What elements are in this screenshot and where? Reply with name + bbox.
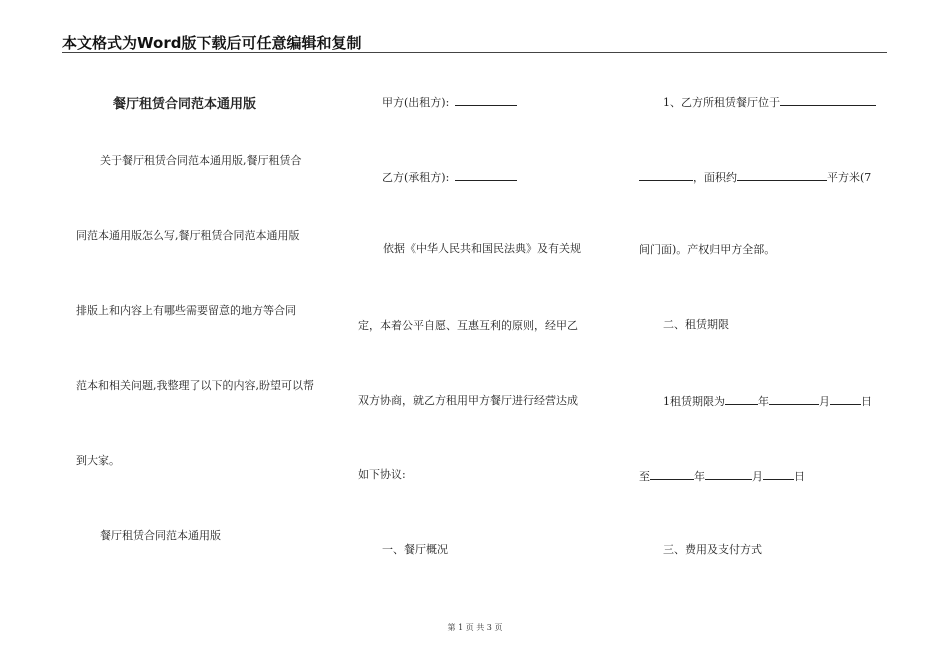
intro-line-5: 到大家。 [76,454,120,467]
document-title: 餐厅租赁合同范本通用版 [113,97,257,112]
term-day: 日 [861,395,872,408]
party-a-label: 甲方(出租方): [382,96,450,109]
section-2-heading: 二、租赁期限 [663,318,729,331]
term-end-line [639,468,805,484]
preamble-line-1: 依据《中华人民共和国民法典》及有关规 [383,242,581,255]
party-a-blank [455,94,517,106]
area-unit: 平方米(7 [827,171,872,184]
term-year: 年 [758,395,769,408]
area-blank [737,169,827,181]
term-month-blank [769,393,819,405]
subtitle: 餐厅租赁合同范本通用版 [100,529,221,542]
party-b-blank [455,169,517,181]
header-rule [62,52,887,53]
end-day-blank [763,468,794,480]
party-b-label: 乙方(承租方): [382,171,450,184]
section-3-heading: 三、费用及支付方式 [663,543,762,556]
location-line [663,94,876,110]
term-line [663,393,872,409]
document-header: 本文格式为Word版下载后可任意编辑和复制 [62,34,362,52]
end-day: 日 [794,470,805,483]
area-line [639,169,871,185]
preamble-line-2: 定，本着公平自愿、互惠互利的原则，经甲乙 [358,319,578,332]
page-number: 第 1 页 共 3 页 [447,623,503,632]
area-label: ，面积约 [693,171,737,184]
intro-line-4: 范本和相关问题,我整理了以下的内容,盼望可以帮 [76,379,314,392]
location-label: 1、乙方所租赁餐厅位于 [663,96,780,109]
intro-line-2: 同范本通用版怎么写,餐厅租赁合同范本通用版 [76,229,300,242]
end-month-blank [705,468,752,480]
end-year-blank [650,468,694,480]
term-label: 1租赁期限为 [663,395,725,408]
intro-line-3: 排版上和内容上有哪些需要留意的地方等合同 [76,304,296,317]
end-month: 月 [752,470,763,483]
term-year-blank [725,393,758,405]
term-to: 至 [639,470,650,483]
preamble-line-4: 如下协议: [358,468,406,481]
term-month: 月 [819,395,830,408]
area-prefix-blank [639,169,693,181]
end-year: 年 [694,470,705,483]
party-b-line [382,169,517,185]
preamble-line-3: 双方协商，就乙方租用甲方餐厅进行经营达成 [358,394,578,407]
party-a-line [382,94,517,110]
term-day-blank [830,393,861,405]
section-1-heading: 一、餐厅概况 [382,543,448,556]
intro-line-1: 关于餐厅租赁合同范本通用版,餐厅租赁合 [100,154,302,167]
location-blank [780,94,876,106]
ownership-line: 间门面)。产权归甲方全部。 [639,243,776,256]
